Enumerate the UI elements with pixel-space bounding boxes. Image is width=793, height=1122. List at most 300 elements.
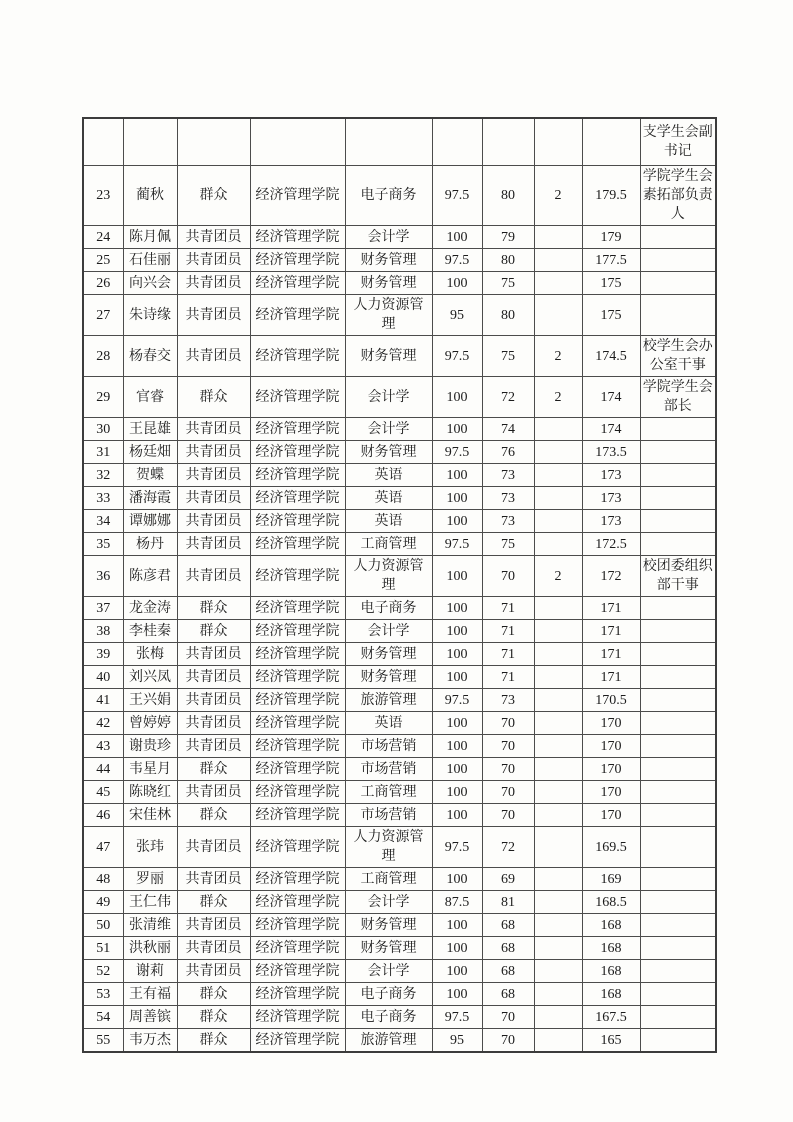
row-number: 51 <box>83 937 123 960</box>
remark: 支学生会副书记 <box>640 118 716 166</box>
political-status: 共青团员 <box>177 418 250 441</box>
row-number: 52 <box>83 960 123 983</box>
row-number: 40 <box>83 666 123 689</box>
political-status: 共青团员 <box>177 249 250 272</box>
row-number: 28 <box>83 336 123 377</box>
major: 电子商务 <box>345 597 432 620</box>
score-1 <box>432 118 482 166</box>
remark <box>640 937 716 960</box>
political-status: 群众 <box>177 597 250 620</box>
remark <box>640 441 716 464</box>
row-number: 32 <box>83 464 123 487</box>
major: 英语 <box>345 487 432 510</box>
score-2: 70 <box>482 735 534 758</box>
college: 经济管理学院 <box>250 666 345 689</box>
major: 英语 <box>345 510 432 533</box>
score-2: 76 <box>482 441 534 464</box>
total-score: 171 <box>582 666 640 689</box>
score-2: 80 <box>482 295 534 336</box>
major: 会计学 <box>345 620 432 643</box>
total-score: 168 <box>582 983 640 1006</box>
college: 经济管理学院 <box>250 510 345 533</box>
major: 财务管理 <box>345 643 432 666</box>
score-1: 100 <box>432 418 482 441</box>
row-number: 48 <box>83 868 123 891</box>
remark <box>640 689 716 712</box>
student-name: 龙金涛 <box>123 597 177 620</box>
total-score: 167.5 <box>582 1006 640 1029</box>
score-1: 100 <box>432 510 482 533</box>
bonus-score <box>534 868 582 891</box>
major: 工商管理 <box>345 781 432 804</box>
score-1: 97.5 <box>432 336 482 377</box>
student-name: 李桂秦 <box>123 620 177 643</box>
score-1: 97.5 <box>432 166 482 226</box>
major <box>345 118 432 166</box>
table-row <box>83 1029 716 1053</box>
student-name: 陈晓红 <box>123 781 177 804</box>
student-name: 贺蝶 <box>123 464 177 487</box>
student-name: 曾婷婷 <box>123 712 177 735</box>
row-number: 30 <box>83 418 123 441</box>
political-status: 共青团员 <box>177 735 250 758</box>
total-score: 170 <box>582 758 640 781</box>
table-row <box>83 735 716 758</box>
student-name: 官睿 <box>123 377 177 418</box>
row-number: 33 <box>83 487 123 510</box>
college: 经济管理学院 <box>250 226 345 249</box>
major: 会计学 <box>345 891 432 914</box>
score-1: 100 <box>432 983 482 1006</box>
college: 经济管理学院 <box>250 689 345 712</box>
remark <box>640 827 716 868</box>
student-name: 刘兴凤 <box>123 666 177 689</box>
row-number: 36 <box>83 556 123 597</box>
table-row <box>83 441 716 464</box>
political-status: 共青团员 <box>177 960 250 983</box>
major: 电子商务 <box>345 166 432 226</box>
college: 经济管理学院 <box>250 464 345 487</box>
score-2: 71 <box>482 666 534 689</box>
political-status: 共青团员 <box>177 272 250 295</box>
major: 旅游管理 <box>345 689 432 712</box>
score-2: 73 <box>482 487 534 510</box>
total-score: 169 <box>582 868 640 891</box>
bonus-score <box>534 620 582 643</box>
total-score: 170 <box>582 781 640 804</box>
score-1: 100 <box>432 758 482 781</box>
row-number: 47 <box>83 827 123 868</box>
political-status: 共青团员 <box>177 643 250 666</box>
table-row <box>83 166 716 226</box>
row-number: 37 <box>83 597 123 620</box>
bonus-score <box>534 487 582 510</box>
row-number: 54 <box>83 1006 123 1029</box>
major: 英语 <box>345 712 432 735</box>
bonus-score <box>534 533 582 556</box>
remark <box>640 487 716 510</box>
major: 财务管理 <box>345 914 432 937</box>
total-score: 177.5 <box>582 249 640 272</box>
total-score: 174 <box>582 377 640 418</box>
political-status: 群众 <box>177 804 250 827</box>
score-2: 74 <box>482 418 534 441</box>
table-row <box>83 272 716 295</box>
row-number: 44 <box>83 758 123 781</box>
total-score: 174.5 <box>582 336 640 377</box>
remark <box>640 666 716 689</box>
college: 经济管理学院 <box>250 914 345 937</box>
bonus-score <box>534 510 582 533</box>
college: 经济管理学院 <box>250 1029 345 1053</box>
student-name: 张清维 <box>123 914 177 937</box>
score-1: 100 <box>432 914 482 937</box>
student-name: 王兴娟 <box>123 689 177 712</box>
remark <box>640 620 716 643</box>
remark <box>640 781 716 804</box>
table-row <box>83 226 716 249</box>
student-name: 王昆雄 <box>123 418 177 441</box>
score-1: 95 <box>432 1029 482 1053</box>
remark <box>640 464 716 487</box>
major: 人力资源管理 <box>345 556 432 597</box>
score-1: 100 <box>432 377 482 418</box>
score-1: 95 <box>432 295 482 336</box>
row-number: 23 <box>83 166 123 226</box>
student-name: 陈月佩 <box>123 226 177 249</box>
table-row <box>83 556 716 597</box>
total-score: 170 <box>582 712 640 735</box>
student-name <box>123 118 177 166</box>
college: 经济管理学院 <box>250 937 345 960</box>
total-score: 172.5 <box>582 533 640 556</box>
row-number: 42 <box>83 712 123 735</box>
political-status: 群众 <box>177 758 250 781</box>
bonus-score <box>534 914 582 937</box>
total-score: 173 <box>582 487 640 510</box>
bonus-score <box>534 1029 582 1053</box>
table-row <box>83 983 716 1006</box>
college: 经济管理学院 <box>250 533 345 556</box>
political-status: 共青团员 <box>177 937 250 960</box>
bonus-score <box>534 118 582 166</box>
score-1: 97.5 <box>432 1006 482 1029</box>
row-number: 49 <box>83 891 123 914</box>
student-name: 王仁伟 <box>123 891 177 914</box>
row-number: 45 <box>83 781 123 804</box>
student-name: 朱诗缘 <box>123 295 177 336</box>
remark <box>640 643 716 666</box>
remark <box>640 804 716 827</box>
table-row <box>83 418 716 441</box>
table-row <box>83 377 716 418</box>
score-2: 70 <box>482 712 534 735</box>
table-row <box>83 249 716 272</box>
score-2: 71 <box>482 597 534 620</box>
total-score: 170.5 <box>582 689 640 712</box>
student-name: 杨春交 <box>123 336 177 377</box>
carryover-row <box>83 118 716 166</box>
bonus-score <box>534 735 582 758</box>
row-number <box>83 118 123 166</box>
college: 经济管理学院 <box>250 891 345 914</box>
table-row <box>83 336 716 377</box>
bonus-score <box>534 937 582 960</box>
score-1: 100 <box>432 937 482 960</box>
remark <box>640 249 716 272</box>
score-2: 70 <box>482 758 534 781</box>
bonus-score <box>534 418 582 441</box>
major: 市场营销 <box>345 804 432 827</box>
bonus-score <box>534 226 582 249</box>
total-score: 170 <box>582 735 640 758</box>
table-row <box>83 758 716 781</box>
score-1: 100 <box>432 556 482 597</box>
total-score: 171 <box>582 643 640 666</box>
score-2: 70 <box>482 781 534 804</box>
college: 经济管理学院 <box>250 597 345 620</box>
total-score: 173 <box>582 510 640 533</box>
bonus-score <box>534 827 582 868</box>
bonus-score <box>534 464 582 487</box>
row-number: 38 <box>83 620 123 643</box>
college: 经济管理学院 <box>250 735 345 758</box>
remark <box>640 1029 716 1053</box>
college: 经济管理学院 <box>250 712 345 735</box>
bonus-score: 2 <box>534 166 582 226</box>
total-score: 175 <box>582 272 640 295</box>
student-name: 谭娜娜 <box>123 510 177 533</box>
remark <box>640 914 716 937</box>
score-2: 75 <box>482 272 534 295</box>
total-score: 179.5 <box>582 166 640 226</box>
score-2: 73 <box>482 689 534 712</box>
remark: 校团委组织部干事 <box>640 556 716 597</box>
row-number: 26 <box>83 272 123 295</box>
political-status: 共青团员 <box>177 487 250 510</box>
major: 人力资源管理 <box>345 827 432 868</box>
score-2: 75 <box>482 533 534 556</box>
score-2: 72 <box>482 827 534 868</box>
major: 工商管理 <box>345 533 432 556</box>
score-2: 68 <box>482 937 534 960</box>
bonus-score <box>534 441 582 464</box>
score-1: 100 <box>432 666 482 689</box>
remark <box>640 712 716 735</box>
college: 经济管理学院 <box>250 827 345 868</box>
college: 经济管理学院 <box>250 487 345 510</box>
score-1: 100 <box>432 735 482 758</box>
major: 财务管理 <box>345 336 432 377</box>
remark <box>640 868 716 891</box>
political-status: 群众 <box>177 983 250 1006</box>
score-1: 100 <box>432 226 482 249</box>
row-number: 35 <box>83 533 123 556</box>
college: 经济管理学院 <box>250 336 345 377</box>
student-name: 张玮 <box>123 827 177 868</box>
major: 人力资源管理 <box>345 295 432 336</box>
student-name: 石佳丽 <box>123 249 177 272</box>
row-number: 53 <box>83 983 123 1006</box>
bonus-score <box>534 712 582 735</box>
table-row <box>83 510 716 533</box>
political-status: 共青团员 <box>177 464 250 487</box>
total-score: 179 <box>582 226 640 249</box>
row-number: 55 <box>83 1029 123 1053</box>
student-name: 洪秋丽 <box>123 937 177 960</box>
score-1: 97.5 <box>432 827 482 868</box>
student-name: 陈彦君 <box>123 556 177 597</box>
remark <box>640 295 716 336</box>
table-row <box>83 960 716 983</box>
major: 财务管理 <box>345 249 432 272</box>
college: 经济管理学院 <box>250 781 345 804</box>
bonus-score <box>534 960 582 983</box>
table-row <box>83 712 716 735</box>
major: 市场营销 <box>345 735 432 758</box>
row-number: 41 <box>83 689 123 712</box>
table-row <box>83 804 716 827</box>
score-1: 97.5 <box>432 441 482 464</box>
student-name: 蔺秋 <box>123 166 177 226</box>
score-1: 100 <box>432 960 482 983</box>
score-2 <box>482 118 534 166</box>
score-1: 100 <box>432 804 482 827</box>
score-1: 100 <box>432 487 482 510</box>
political-status: 群众 <box>177 1006 250 1029</box>
table-row <box>83 937 716 960</box>
score-2: 70 <box>482 1029 534 1053</box>
remark <box>640 960 716 983</box>
bonus-score <box>534 272 582 295</box>
total-score <box>582 118 640 166</box>
student-name: 罗丽 <box>123 868 177 891</box>
political-status: 共青团员 <box>177 689 250 712</box>
row-number: 25 <box>83 249 123 272</box>
remark <box>640 1006 716 1029</box>
political-status: 共青团员 <box>177 868 250 891</box>
college: 经济管理学院 <box>250 960 345 983</box>
student-name: 周善镔 <box>123 1006 177 1029</box>
total-score: 168 <box>582 914 640 937</box>
table-row <box>83 827 716 868</box>
total-score: 170 <box>582 804 640 827</box>
student-name: 杨廷畑 <box>123 441 177 464</box>
student-name: 韦星月 <box>123 758 177 781</box>
political-status: 共青团员 <box>177 666 250 689</box>
score-2: 75 <box>482 336 534 377</box>
remark <box>640 272 716 295</box>
bonus-score: 2 <box>534 336 582 377</box>
bonus-score <box>534 983 582 1006</box>
row-number: 29 <box>83 377 123 418</box>
score-2: 68 <box>482 960 534 983</box>
political-status: 共青团员 <box>177 556 250 597</box>
college: 经济管理学院 <box>250 804 345 827</box>
political-status: 共青团员 <box>177 226 250 249</box>
student-name: 王有福 <box>123 983 177 1006</box>
remark <box>640 983 716 1006</box>
score-1: 97.5 <box>432 249 482 272</box>
college: 经济管理学院 <box>250 272 345 295</box>
row-number: 39 <box>83 643 123 666</box>
score-2: 73 <box>482 510 534 533</box>
score-2: 79 <box>482 226 534 249</box>
bonus-score <box>534 666 582 689</box>
score-2: 71 <box>482 620 534 643</box>
score-1: 100 <box>432 620 482 643</box>
political-status: 共青团员 <box>177 827 250 868</box>
bonus-score <box>534 781 582 804</box>
college: 经济管理学院 <box>250 249 345 272</box>
table-row <box>83 781 716 804</box>
row-number: 43 <box>83 735 123 758</box>
table-row <box>83 620 716 643</box>
major: 会计学 <box>345 226 432 249</box>
table-row <box>83 666 716 689</box>
major: 旅游管理 <box>345 1029 432 1053</box>
score-2: 71 <box>482 643 534 666</box>
college: 经济管理学院 <box>250 758 345 781</box>
table-row <box>83 295 716 336</box>
row-number: 50 <box>83 914 123 937</box>
row-number: 34 <box>83 510 123 533</box>
score-1: 97.5 <box>432 689 482 712</box>
total-score: 169.5 <box>582 827 640 868</box>
bonus-score <box>534 1006 582 1029</box>
remark <box>640 735 716 758</box>
major: 会计学 <box>345 377 432 418</box>
score-2: 72 <box>482 377 534 418</box>
total-score: 171 <box>582 620 640 643</box>
major: 会计学 <box>345 960 432 983</box>
major: 财务管理 <box>345 272 432 295</box>
bonus-score <box>534 643 582 666</box>
score-1: 100 <box>432 868 482 891</box>
row-number: 27 <box>83 295 123 336</box>
table-row <box>83 597 716 620</box>
remark <box>640 418 716 441</box>
political-status: 共青团员 <box>177 441 250 464</box>
college: 经济管理学院 <box>250 377 345 418</box>
total-score: 168 <box>582 960 640 983</box>
political-status: 群众 <box>177 891 250 914</box>
major: 英语 <box>345 464 432 487</box>
row-number: 24 <box>83 226 123 249</box>
score-1: 87.5 <box>432 891 482 914</box>
total-score: 168.5 <box>582 891 640 914</box>
college: 经济管理学院 <box>250 868 345 891</box>
political-status <box>177 118 250 166</box>
table-row <box>83 914 716 937</box>
major: 工商管理 <box>345 868 432 891</box>
major: 财务管理 <box>345 937 432 960</box>
major: 财务管理 <box>345 666 432 689</box>
political-status: 共青团员 <box>177 510 250 533</box>
score-1: 100 <box>432 597 482 620</box>
row-number: 46 <box>83 804 123 827</box>
total-score: 172 <box>582 556 640 597</box>
college <box>250 118 345 166</box>
political-status: 共青团员 <box>177 781 250 804</box>
college: 经济管理学院 <box>250 295 345 336</box>
score-2: 73 <box>482 464 534 487</box>
bonus-score: 2 <box>534 556 582 597</box>
political-status: 群众 <box>177 1029 250 1053</box>
bonus-score <box>534 689 582 712</box>
student-name: 宋佳林 <box>123 804 177 827</box>
remark <box>640 891 716 914</box>
